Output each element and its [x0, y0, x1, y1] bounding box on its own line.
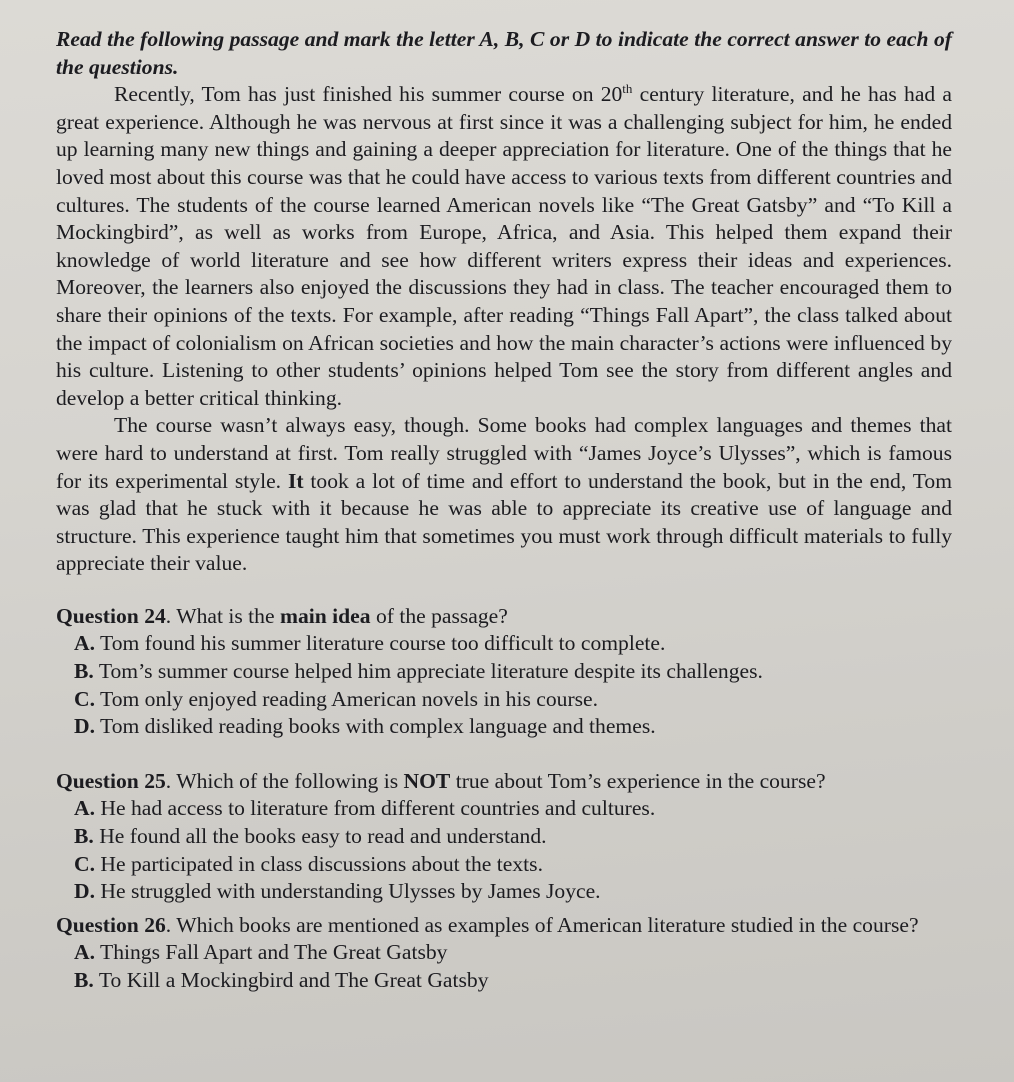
- option-text: He had access to literature from different countries and cultures.: [95, 796, 656, 821]
- question-26-option-b[interactable]: [74, 967, 952, 995]
- ordinal-suffix: th: [622, 81, 633, 96]
- question-25-option-b[interactable]: [74, 823, 952, 851]
- question-25-stem: [56, 768, 952, 796]
- question-label: Question 26: [56, 912, 166, 937]
- question-label: Question 24: [56, 603, 166, 628]
- instructions: Read the following passage and mark the letter A, B, C or D to indicate the correct answer to each of the questions.: [56, 27, 952, 79]
- passage-paragraph-1: [56, 81, 952, 412]
- option-text: Things Fall Apart and The Great Gatsby: [95, 940, 448, 965]
- question-24-option-a[interactable]: [74, 630, 952, 658]
- passage-paragraph-1-start: Recently, Tom has just finished his summer course on: [114, 82, 601, 107]
- question-24-option-c[interactable]: [74, 686, 952, 714]
- question-text-pre: . Which of the following is: [165, 768, 404, 793]
- question-label: Question 25: [56, 768, 166, 793]
- option-letter: D.: [74, 714, 95, 739]
- question-24: [56, 603, 952, 741]
- question-25-option-d[interactable]: [74, 878, 952, 906]
- question-26: [56, 912, 952, 995]
- option-letter: A.: [74, 796, 95, 821]
- option-text: To Kill a Mockingbird and The Great Gatsby: [93, 968, 489, 992]
- question-25: [56, 768, 952, 906]
- reading-passage: [56, 81, 952, 578]
- question-26-stem: [56, 912, 952, 940]
- option-text: Tom found his summer literature course too difficult to complete.: [95, 631, 666, 656]
- question-24-option-b[interactable]: [74, 658, 952, 686]
- question-text: . Which books are mentioned as examples of American literature studied in the course?: [165, 912, 919, 937]
- question-text-pre: . What is the: [165, 603, 280, 628]
- option-text: Tom disliked reading books with complex language and themes.: [95, 714, 656, 739]
- option-letter: C.: [74, 851, 95, 876]
- option-text: He found all the books easy to read and understand.: [93, 824, 547, 849]
- passage-paragraph-2: [56, 412, 952, 578]
- option-text: He struggled with understanding Ulysses by James Joyce.: [95, 879, 601, 904]
- option-letter: B.: [74, 968, 94, 992]
- question-24-option-d[interactable]: [74, 713, 952, 741]
- highlighted-word-it: It: [287, 468, 304, 493]
- question-emphasis: main idea: [279, 603, 371, 628]
- option-text: He participated in class discussions about the texts.: [95, 851, 543, 876]
- option-text: Tom’s summer course helped him appreciate literature despite its challenges.: [93, 659, 763, 684]
- option-letter: A.: [74, 631, 95, 656]
- option-letter: B.: [74, 659, 94, 684]
- question-24-stem: [56, 603, 952, 631]
- option-letter: C.: [74, 686, 95, 711]
- passage-paragraph-1-rest: century literature, and he has had a great experience. Although he was nervous at first since it was a challenging subject for him, he ended up learning many new things and gaining a deeper appreciation for literature. One of the things that he loved most about this course was that he could have access to various texts from different countries and cultures. The students of the course learned American novels like “The Great Gatsby” and “To Kill a Mockingbird”, as well as works from Europe, Africa, and Asia. This helped them expand their knowledge of world literature and see how different writers express their ideas and experiences. Moreover, the learners also enjoyed the discussions they had in class. The teacher encouraged them to share their opinions of the texts. For example, after reading “Things Fall Apart”, the class talked about the impact of colonialism on African societies and how the main character’s actions were influenced by his culture. Listening to other students’ opinions helped Tom see the story from different angles and develop a better critical thinking.: [56, 82, 952, 410]
- question-text-post: of the passage?: [370, 603, 508, 628]
- passage-paragraph-2-rest: took a lot of time and effort to understand the book, but in the end, Tom was glad that he stuck with it because he was able to appreciate its creative use of language and structure. This experience taught him that sometimes you must work through difficult materials to fully appreciate their value.: [56, 468, 952, 576]
- option-letter: B.: [74, 824, 94, 849]
- question-text-post: true about Tom’s experience in the course?: [450, 768, 826, 793]
- question-26-option-a[interactable]: [74, 939, 952, 967]
- option-letter: D.: [74, 879, 95, 904]
- option-text: Tom only enjoyed reading American novels in his course.: [95, 686, 599, 711]
- passage-paragraph-2-start: The course wasn’t always easy, though. Some books had complex languages and themes that were hard to understand at first. Tom really struggled with “James Joyce’s Ulysses”, which is famous for its experimental style.: [56, 413, 952, 493]
- option-letter: A.: [74, 940, 95, 965]
- question-emphasis: NOT: [403, 768, 451, 793]
- question-25-option-a[interactable]: [74, 795, 952, 823]
- century-number: 20: [600, 82, 623, 107]
- question-25-option-c[interactable]: [74, 851, 952, 879]
